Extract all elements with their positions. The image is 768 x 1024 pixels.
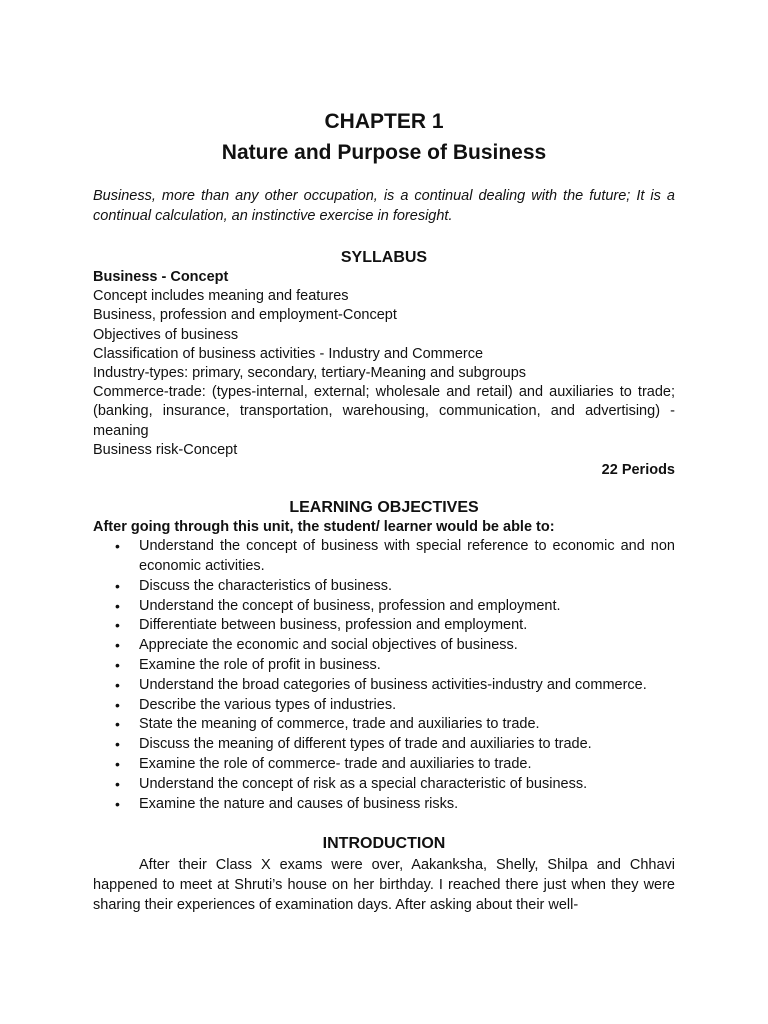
objective-text: Discuss the characteristics of business. — [139, 577, 393, 594]
bullet-icon: • — [115, 716, 120, 733]
objective-item — [93, 616, 675, 636]
objective-text: Discuss the meaning of different types of trade and auxiliaries to trade. — [139, 736, 592, 753]
objective-item — [93, 735, 675, 755]
objective-text: Understand the broad categories of business activities-industry and commerce. — [139, 676, 647, 693]
syllabus-list — [93, 287, 675, 460]
bullet-icon: • — [115, 597, 120, 614]
bullet-icon: • — [115, 676, 120, 693]
objective-text: State the meaning of commerce, trade and auxiliaries to trade. — [139, 716, 540, 733]
bullet-icon: • — [115, 775, 120, 792]
syllabus-periods: 22 Periods — [601, 462, 675, 479]
syllabus-item: Objectives of business — [93, 326, 239, 343]
objective-item — [93, 636, 675, 656]
objective-text: Understand the concept of business with special reference to economic and non economic activities. — [139, 538, 675, 575]
bullet-icon: • — [115, 756, 120, 772]
objective-item — [93, 696, 675, 716]
objective-item — [93, 755, 675, 775]
syllabus-item: Concept includes meaning and features — [93, 288, 349, 305]
objective-item — [93, 597, 675, 617]
bullet-icon: • — [115, 637, 120, 654]
introduction-heading: INTRODUCTION — [322, 835, 446, 853]
objective-item — [93, 577, 675, 597]
chapter-number: CHAPTER 1 — [324, 110, 444, 133]
learning-objectives-list — [93, 537, 675, 814]
objective-text: Examine the nature and causes of business risks. — [139, 795, 459, 812]
introduction-paragraph: After their Class X exams were over, Aakanksha, Shelly, Shilpa and Chhavi happened to meet at Shruti’s house on her birthday. I reached there just when they were sharing their experiences of examination days. After asking about their well- — [93, 857, 675, 914]
chapter-title: Nature and Purpose of Business — [221, 141, 547, 164]
syllabus-item: Business risk-Concept — [93, 441, 238, 458]
learning-objectives-section — [93, 498, 675, 814]
syllabus-item: Industry-types: primary, secondary, tertiary-Meaning and subgroups — [93, 365, 527, 382]
syllabus-item: Classification of business activities - Industry and Commerce — [93, 345, 484, 362]
introduction-section — [93, 834, 675, 915]
syllabus-heading: SYLLABUS — [340, 249, 428, 266]
objective-text: Examine the role of profit in business. — [139, 657, 381, 674]
objective-text: Examine the role of commerce- trade and auxiliaries to trade. — [139, 756, 532, 772]
objective-text: Understand the concept of business, profession and employment. — [139, 597, 561, 614]
bullet-icon: • — [115, 657, 120, 674]
objective-item — [93, 775, 675, 795]
syllabus-subheading: Business - Concept — [93, 269, 229, 285]
objective-item — [93, 537, 675, 577]
bullet-icon: • — [115, 538, 120, 555]
objective-item — [93, 715, 675, 735]
learning-objectives-heading: LEARNING OBJECTIVES — [289, 499, 479, 517]
chapter-quote: Business, more than any other occupation, is a continual dealing with the future; It is a continual calculation, an instinctive exercise in foresight. — [93, 188, 675, 224]
objective-text: Differentiate between business, profession and employment. — [139, 617, 528, 634]
objective-item — [93, 676, 675, 696]
syllabus-item: Business, profession and employment-Concept — [93, 307, 397, 324]
objective-item — [93, 656, 675, 676]
objective-text: Appreciate the economic and social objectives of business. — [139, 637, 518, 654]
objective-item — [93, 795, 675, 815]
bullet-icon: • — [115, 696, 120, 713]
bullet-icon: • — [115, 736, 120, 753]
bullet-icon: • — [115, 617, 120, 634]
learning-objectives-lead: After going through this unit, the student/ learner would be able to: — [93, 519, 555, 536]
bullet-icon: • — [115, 577, 120, 594]
bullet-icon: • — [115, 795, 120, 812]
syllabus-section — [93, 248, 675, 480]
syllabus-item: Commerce-trade: (types-internal, external; wholesale and retail) and auxiliaries to trade; (banking, insurance, transportation, warehousing, communication, and advertising) - meaning — [93, 384, 675, 439]
objective-text: Describe the various types of industries. — [139, 696, 397, 713]
objective-text: Understand the concept of risk as a special characteristic of business. — [139, 775, 588, 792]
